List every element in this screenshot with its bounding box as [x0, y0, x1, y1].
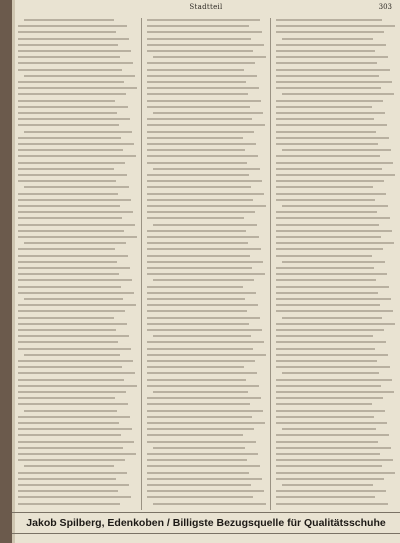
unreadable-entry-line	[276, 44, 386, 46]
unreadable-entry-line	[276, 341, 386, 343]
unreadable-entry-line	[153, 56, 266, 58]
unreadable-entry-line	[147, 472, 249, 474]
unreadable-entry-line	[276, 286, 389, 288]
unreadable-entry-line	[153, 391, 248, 393]
unreadable-entry-line	[276, 199, 375, 201]
unreadable-entry-line	[147, 329, 262, 331]
unreadable-entry-line	[18, 50, 131, 52]
unreadable-entry-line	[276, 503, 388, 505]
unreadable-entry-line	[153, 279, 254, 281]
unreadable-entry-line	[147, 422, 265, 424]
unreadable-entry-line	[147, 87, 259, 89]
unreadable-entry-line	[276, 360, 377, 362]
unreadable-entry-line	[18, 69, 122, 71]
unreadable-entry-line	[18, 273, 119, 275]
unreadable-entry-line	[276, 453, 380, 455]
unreadable-entry-line	[18, 403, 128, 405]
unreadable-entry-line	[276, 100, 383, 102]
unreadable-entry-line	[147, 25, 249, 27]
unreadable-entry-line	[276, 168, 382, 170]
unreadable-entry-line	[18, 503, 120, 505]
unreadable-entry-line	[276, 87, 381, 89]
unreadable-entry-line	[276, 496, 375, 498]
unreadable-entry-line	[24, 131, 132, 133]
unreadable-entry-line	[147, 360, 255, 362]
unreadable-entry-line	[276, 422, 387, 424]
unreadable-entry-line	[147, 323, 249, 325]
unreadable-entry-line	[147, 416, 252, 418]
unreadable-entry-line	[24, 242, 126, 244]
unreadable-entry-line	[147, 93, 248, 95]
unreadable-entry-line	[147, 298, 245, 300]
unreadable-entry-line	[18, 255, 128, 257]
unreadable-entry-line	[18, 230, 124, 232]
unreadable-entry-line	[18, 193, 118, 195]
unreadable-entry-line	[147, 193, 264, 195]
unreadable-entry-line	[276, 69, 390, 71]
unreadable-entry-line	[276, 143, 378, 145]
unreadable-entry-line	[147, 242, 248, 244]
unreadable-entry-line	[282, 205, 388, 207]
unreadable-entry-line	[24, 410, 117, 412]
unreadable-entry-line	[147, 174, 249, 176]
unreadable-entry-line	[18, 217, 122, 219]
unreadable-entry-line	[147, 205, 266, 207]
unreadable-entry-line	[18, 428, 132, 430]
unreadable-entry-line	[24, 75, 135, 77]
unreadable-entry-line	[147, 131, 254, 133]
unreadable-entry-line	[18, 56, 120, 58]
unreadable-entry-line	[153, 168, 260, 170]
unreadable-entry-line	[276, 155, 380, 157]
unreadable-entry-line	[282, 149, 391, 151]
unreadable-entry-line	[147, 317, 260, 319]
unreadable-entry-line	[24, 19, 114, 21]
unreadable-entry-line	[276, 273, 387, 275]
unreadable-entry-line	[276, 416, 374, 418]
unreadable-entry-line	[18, 38, 129, 40]
directory-column-2	[145, 16, 267, 512]
unreadable-entry-line	[147, 267, 252, 269]
unreadable-entry-line	[276, 403, 372, 405]
unreadable-entry-line	[147, 143, 256, 145]
column-divider	[270, 18, 271, 510]
unreadable-entry-line	[147, 75, 257, 77]
unreadable-entry-line	[276, 211, 377, 213]
unreadable-entry-line	[276, 329, 384, 331]
unreadable-entry-line	[276, 255, 372, 257]
unreadable-entry-line	[147, 186, 251, 188]
unreadable-entry-line	[18, 416, 130, 418]
unreadable-entry-line	[276, 465, 382, 467]
unreadable-entry-line	[18, 484, 129, 486]
unreadable-entry-line	[147, 310, 247, 312]
unreadable-entry-line	[276, 112, 385, 114]
unreadable-entry-line	[147, 496, 253, 498]
unreadable-entry-line	[18, 248, 115, 250]
unreadable-entry-line	[18, 360, 133, 362]
unreadable-entry-line	[18, 31, 116, 33]
unreadable-entry-line	[282, 317, 382, 319]
unreadable-entry-line	[24, 354, 120, 356]
unreadable-entry-line	[18, 422, 119, 424]
unreadable-entry-line	[18, 310, 125, 312]
unreadable-entry-line	[276, 242, 394, 244]
directory-columns	[16, 16, 396, 512]
unreadable-entry-line	[147, 478, 262, 480]
unreadable-entry-line	[18, 261, 117, 263]
unreadable-entry-line	[276, 298, 391, 300]
unreadable-entry-line	[147, 180, 262, 182]
unreadable-entry-line	[18, 106, 128, 108]
unreadable-entry-line	[18, 478, 116, 480]
unreadable-entry-line	[276, 217, 390, 219]
unreadable-entry-line	[276, 292, 378, 294]
unreadable-entry-line	[18, 87, 137, 89]
unreadable-entry-line	[147, 248, 261, 250]
unreadable-entry-line	[18, 93, 126, 95]
unreadable-entry-line	[147, 199, 253, 201]
unreadable-entry-line	[282, 38, 373, 40]
unreadable-entry-line	[276, 348, 375, 350]
unreadable-entry-line	[276, 137, 389, 139]
unreadable-entry-line	[18, 434, 121, 436]
unreadable-entry-line	[276, 162, 393, 164]
unreadable-entry-line	[18, 199, 131, 201]
unreadable-entry-line	[18, 168, 114, 170]
unreadable-entry-line	[276, 25, 395, 27]
unreadable-entry-line	[276, 118, 374, 120]
unreadable-entry-line	[18, 124, 119, 126]
unreadable-entry-line	[276, 267, 374, 269]
unreadable-entry-line	[18, 372, 135, 374]
unreadable-entry-line	[18, 323, 127, 325]
page-number: 303	[378, 3, 392, 11]
unreadable-entry-line	[147, 230, 246, 232]
unreadable-entry-line	[18, 385, 137, 387]
unreadable-entry-line	[147, 236, 259, 238]
unreadable-entry-line	[276, 279, 376, 281]
unreadable-entry-line	[276, 366, 390, 368]
unreadable-entry-line	[24, 298, 123, 300]
unreadable-entry-line	[18, 490, 118, 492]
unreadable-entry-line	[147, 38, 251, 40]
unreadable-entry-line	[153, 335, 251, 337]
unreadable-entry-line	[153, 112, 263, 114]
unreadable-entry-line	[147, 44, 264, 46]
unreadable-entry-line	[282, 93, 394, 95]
unreadable-entry-line	[147, 434, 243, 436]
unreadable-entry-line	[147, 50, 253, 52]
unreadable-entry-line	[18, 100, 115, 102]
unreadable-entry-line	[282, 372, 379, 374]
unreadable-entry-line	[18, 267, 130, 269]
unreadable-entry-line	[276, 391, 394, 393]
unreadable-entry-line	[147, 484, 251, 486]
unreadable-entry-line	[276, 248, 383, 250]
unreadable-entry-line	[18, 496, 131, 498]
unreadable-entry-line	[276, 447, 391, 449]
directory-column-1	[16, 16, 138, 512]
unreadable-entry-line	[18, 304, 136, 306]
unreadable-entry-line	[18, 366, 122, 368]
unreadable-entry-line	[18, 317, 114, 319]
unreadable-entry-line	[276, 323, 395, 325]
unreadable-entry-line	[276, 354, 388, 356]
unreadable-entry-line	[147, 403, 250, 405]
unreadable-entry-line	[147, 106, 250, 108]
unreadable-entry-line	[147, 273, 265, 275]
unreadable-entry-line	[276, 56, 388, 58]
unreadable-entry-line	[147, 441, 256, 443]
unreadable-entry-line	[276, 230, 392, 232]
unreadable-entry-line	[147, 118, 252, 120]
unreadable-entry-line	[18, 149, 123, 151]
unreadable-entry-line	[147, 162, 247, 164]
unreadable-entry-line	[147, 292, 256, 294]
unreadable-entry-line	[18, 224, 135, 226]
unreadable-entry-line	[18, 391, 126, 393]
unreadable-entry-line	[18, 118, 130, 120]
unreadable-entry-line	[18, 137, 121, 139]
unreadable-entry-line	[153, 224, 257, 226]
unreadable-entry-line	[147, 255, 250, 257]
unreadable-entry-line	[18, 112, 117, 114]
unreadable-entry-line	[147, 69, 244, 71]
unreadable-entry-line	[147, 397, 261, 399]
unreadable-entry-line	[153, 447, 245, 449]
advertisement-banner: Jakob Spilberg, Edenkoben / Billigste Bezugsquelle für Qualitätsschuhe	[12, 512, 400, 534]
unreadable-entry-line	[276, 224, 379, 226]
unreadable-entry-line	[147, 124, 265, 126]
unreadable-entry-line	[276, 50, 375, 52]
page-title: Stadtteil	[189, 3, 223, 11]
unreadable-entry-line	[276, 75, 379, 77]
unreadable-entry-line	[18, 81, 124, 83]
unreadable-entry-line	[276, 193, 386, 195]
unreadable-entry-line	[276, 19, 382, 21]
unreadable-entry-line	[147, 490, 264, 492]
unreadable-entry-line	[18, 180, 116, 182]
unreadable-entry-line	[276, 397, 383, 399]
unreadable-entry-line	[276, 310, 393, 312]
unreadable-entry-line	[276, 131, 376, 133]
unreadable-entry-line	[24, 465, 114, 467]
column-divider	[141, 18, 142, 510]
unreadable-entry-line	[18, 286, 121, 288]
unreadable-entry-line	[282, 484, 373, 486]
unreadable-entry-line	[147, 459, 247, 461]
unreadable-entry-line	[147, 19, 260, 21]
unreadable-entry-line	[18, 459, 125, 461]
unreadable-entry-line	[18, 397, 115, 399]
unreadable-entry-line	[276, 124, 387, 126]
unreadable-entry-line	[18, 174, 127, 176]
unreadable-entry-line	[18, 453, 136, 455]
unreadable-entry-line	[147, 217, 244, 219]
unreadable-entry-line	[276, 180, 384, 182]
unreadable-entry-line	[147, 372, 257, 374]
unreadable-entry-line	[147, 155, 258, 157]
unreadable-entry-line	[18, 329, 116, 331]
unreadable-entry-line	[276, 236, 381, 238]
unreadable-entry-line	[147, 211, 255, 213]
unreadable-entry-line	[276, 106, 372, 108]
unreadable-entry-line	[276, 490, 386, 492]
unreadable-entry-line	[276, 62, 377, 64]
unreadable-entry-line	[147, 379, 246, 381]
unreadable-entry-line	[147, 385, 259, 387]
unreadable-entry-line	[18, 447, 123, 449]
unreadable-entry-line	[18, 379, 124, 381]
unreadable-entry-line	[276, 478, 384, 480]
unreadable-entry-line	[18, 236, 137, 238]
unreadable-entry-line	[276, 174, 395, 176]
unreadable-entry-line	[276, 335, 373, 337]
unreadable-entry-line	[147, 410, 263, 412]
unreadable-entry-line	[276, 441, 378, 443]
directory-column-3	[274, 16, 396, 512]
unreadable-entry-line	[276, 459, 393, 461]
unreadable-entry-line	[147, 304, 258, 306]
unreadable-entry-line	[282, 261, 385, 263]
unreadable-entry-line	[24, 186, 129, 188]
unreadable-entry-line	[147, 348, 253, 350]
unreadable-entry-line	[276, 81, 392, 83]
unreadable-entry-line	[18, 143, 134, 145]
unreadable-entry-line	[18, 62, 133, 64]
unreadable-entry-line	[147, 453, 258, 455]
unreadable-entry-line	[18, 155, 136, 157]
unreadable-entry-line	[18, 441, 134, 443]
unreadable-entry-line	[276, 186, 373, 188]
unreadable-entry-line	[276, 472, 395, 474]
unreadable-entry-line	[18, 472, 127, 474]
unreadable-entry-line	[276, 385, 381, 387]
unreadable-entry-line	[147, 62, 255, 64]
unreadable-entry-line	[147, 354, 266, 356]
unreadable-entry-line	[147, 149, 245, 151]
unreadable-entry-line	[18, 162, 125, 164]
unreadable-entry-line	[18, 279, 132, 281]
unreadable-entry-line	[147, 428, 254, 430]
unreadable-entry-line	[147, 137, 243, 139]
unreadable-entry-line	[147, 81, 246, 83]
unreadable-entry-line	[282, 428, 376, 430]
unreadable-entry-line	[276, 379, 392, 381]
unreadable-entry-line	[18, 341, 118, 343]
unreadable-entry-line	[276, 410, 385, 412]
unreadable-entry-line	[276, 304, 380, 306]
unreadable-entry-line	[147, 261, 263, 263]
unreadable-entry-line	[147, 341, 264, 343]
unreadable-entry-line	[18, 25, 127, 27]
unreadable-entry-line	[147, 366, 244, 368]
unreadable-entry-line	[153, 503, 266, 505]
unreadable-entry-line	[276, 434, 389, 436]
unreadable-entry-line	[18, 348, 131, 350]
unreadable-entry-line	[18, 44, 118, 46]
unreadable-entry-line	[147, 465, 260, 467]
unreadable-entry-line	[147, 31, 262, 33]
unreadable-entry-line	[147, 286, 243, 288]
unreadable-entry-line	[276, 31, 384, 33]
unreadable-entry-line	[18, 335, 129, 337]
unreadable-entry-line	[18, 211, 133, 213]
unreadable-entry-line	[147, 100, 261, 102]
unreadable-entry-line	[18, 292, 134, 294]
directory-page	[12, 0, 400, 543]
unreadable-entry-line	[18, 205, 120, 207]
page-header	[12, 3, 400, 15]
